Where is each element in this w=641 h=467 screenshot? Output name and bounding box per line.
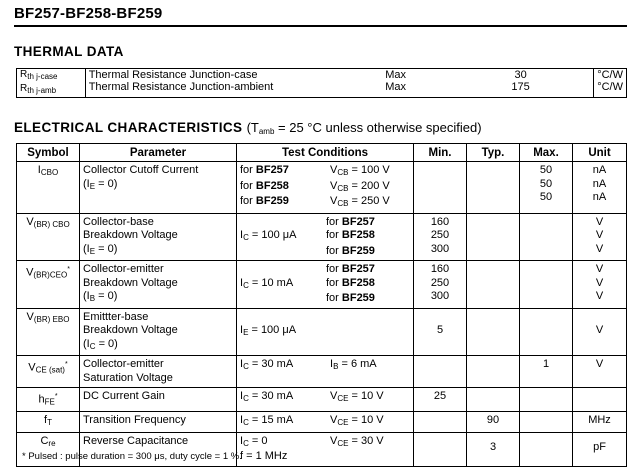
table-row <box>17 356 627 388</box>
parameter-cell: Collector-base Breakdown Voltage $(I_E = 0)$ <box>80 213 237 261</box>
conditions-cell: $I_C = 30$ mA $V_{CE} = 10$ V <box>237 388 414 412</box>
unit-cell: V <box>573 356 627 388</box>
header-min: Min. <box>414 144 467 162</box>
symbol-cell: $V_{(BR)CEO}^*$ <box>17 261 80 309</box>
min-cell: 160 250 300 <box>414 213 467 261</box>
electrical-table <box>16 143 627 467</box>
min-cell: 160 250 300 <box>414 261 467 309</box>
parameter-cell: Collector-emitter Saturation Voltage <box>80 356 237 388</box>
symbol-cell: $I_{CBO}$ <box>17 162 80 214</box>
min-cell <box>414 162 467 214</box>
title-rule <box>14 25 627 27</box>
symbol-cell: $V_{(BR) EBO}$ <box>17 308 80 356</box>
parameter-cell: DC Current Gain <box>80 388 237 412</box>
electrical-heading: ELECTRICAL CHARACTERISTICS ($T_{amb} = 25$ °C unless otherwise specified) <box>14 120 482 136</box>
conditions-cell: $I_C = 15$ mA $V_{CE} = 10$ V <box>237 412 414 433</box>
unit-cell: pF <box>573 432 627 466</box>
max-cell <box>520 213 573 261</box>
unit-cell <box>573 388 627 412</box>
table-row <box>17 261 627 309</box>
max-cell <box>520 412 573 433</box>
min-cell: 5 <box>414 308 467 356</box>
symbol-cell: $h_{FE}^*$ <box>17 388 80 412</box>
parameter-cell: Transition Frequency <box>80 412 237 433</box>
header-unit: Unit <box>573 144 627 162</box>
qualifier-cell: Max Max <box>382 69 448 98</box>
typ-cell <box>467 308 520 356</box>
table-row <box>17 308 627 356</box>
min-cell: 25 <box>414 388 467 412</box>
conditions-cell: $I_C = 0$ $V_{CE} = 30$ V f = 1 MHz <box>237 432 414 466</box>
header-typ: Typ. <box>467 144 520 162</box>
unit-cell: V V V <box>573 213 627 261</box>
conditions-cell: $I_C = 30$ mA $I_B = 6$ mA <box>237 356 414 388</box>
conditions-cell: for BF257 $I_C = 100$ μA for BF258 for BF259 <box>237 213 414 261</box>
unit-cell: V <box>573 308 627 356</box>
unit-cell: °C/W °C/W <box>594 69 627 98</box>
parameter-cell: Collector Cutoff Current $(I_E = 0)$ <box>80 162 237 214</box>
typ-cell <box>467 213 520 261</box>
min-cell <box>414 432 467 466</box>
header-row <box>17 144 627 162</box>
max-cell: 1 <box>520 356 573 388</box>
typ-cell <box>467 388 520 412</box>
min-cell <box>414 412 467 433</box>
symbol-cell: $f_T$ <box>17 412 80 433</box>
unit-cell: MHz <box>573 412 627 433</box>
symbol-cell: $V_{(BR) CBO}$ <box>17 213 80 261</box>
table-row <box>17 213 627 261</box>
document-title: BF257-BF258-BF259 <box>14 5 163 22</box>
typ-cell: 90 <box>467 412 520 433</box>
symbol-cell: $R_{th j-case}$ $R_{th j-amb}$ <box>17 69 86 98</box>
value-cell: 30 175 <box>448 69 594 98</box>
max-cell <box>520 308 573 356</box>
header-conditions: Test Conditions <box>237 144 414 162</box>
thermal-heading: THERMAL DATA <box>14 44 124 59</box>
typ-cell: 3 <box>467 432 520 466</box>
max-cell <box>520 261 573 309</box>
parameter-cell: Collector-emitter Breakdown Voltage $(I_B = 0)$ <box>80 261 237 309</box>
symbol-cell: $V_{CE (sat)}^*$ <box>17 356 80 388</box>
table-row <box>17 69 627 98</box>
parameter-cell: Thermal Resistance Junction-case Thermal Resistance Junction-ambient <box>85 69 382 98</box>
header-parameter: Parameter <box>80 144 237 162</box>
parameter-cell: Reverse Capacitance <box>80 432 237 466</box>
max-cell <box>520 432 573 466</box>
parameter-cell: Emittter-base Breakdown Voltage $(I_C = 0)$ <box>80 308 237 356</box>
conditions-cell: for BF257 $V_{CB} = 100$ V for BF258 $V_{CB} = 200$ V for BF259 $V_{CB} = 250$ V <box>237 162 414 214</box>
header-max: Max. <box>520 144 573 162</box>
table-row <box>17 162 627 214</box>
conditions-cell: $I_E = 100$ μA <box>237 308 414 356</box>
max-cell: 50 50 50 <box>520 162 573 214</box>
max-cell <box>520 388 573 412</box>
min-cell <box>414 356 467 388</box>
table-row <box>17 412 627 433</box>
conditions-note: ($T_{amb} = 25$ °C unless otherwise specified) <box>246 120 482 136</box>
typ-cell <box>467 356 520 388</box>
footnote: * Pulsed : pulse duration = 300 μs, duty cycle = 1 %. <box>22 451 242 462</box>
table-row <box>17 388 627 412</box>
unit-cell: V V V <box>573 261 627 309</box>
typ-cell <box>467 261 520 309</box>
thermal-table <box>16 68 627 98</box>
unit-cell: nA nA nA <box>573 162 627 214</box>
symbol-cell: $C_{re}$ <box>17 432 80 466</box>
conditions-cell: for BF257 $I_C = 10$ mA for BF258 for BF259 <box>237 261 414 309</box>
header-symbol: Symbol <box>17 144 80 162</box>
typ-cell <box>467 162 520 214</box>
